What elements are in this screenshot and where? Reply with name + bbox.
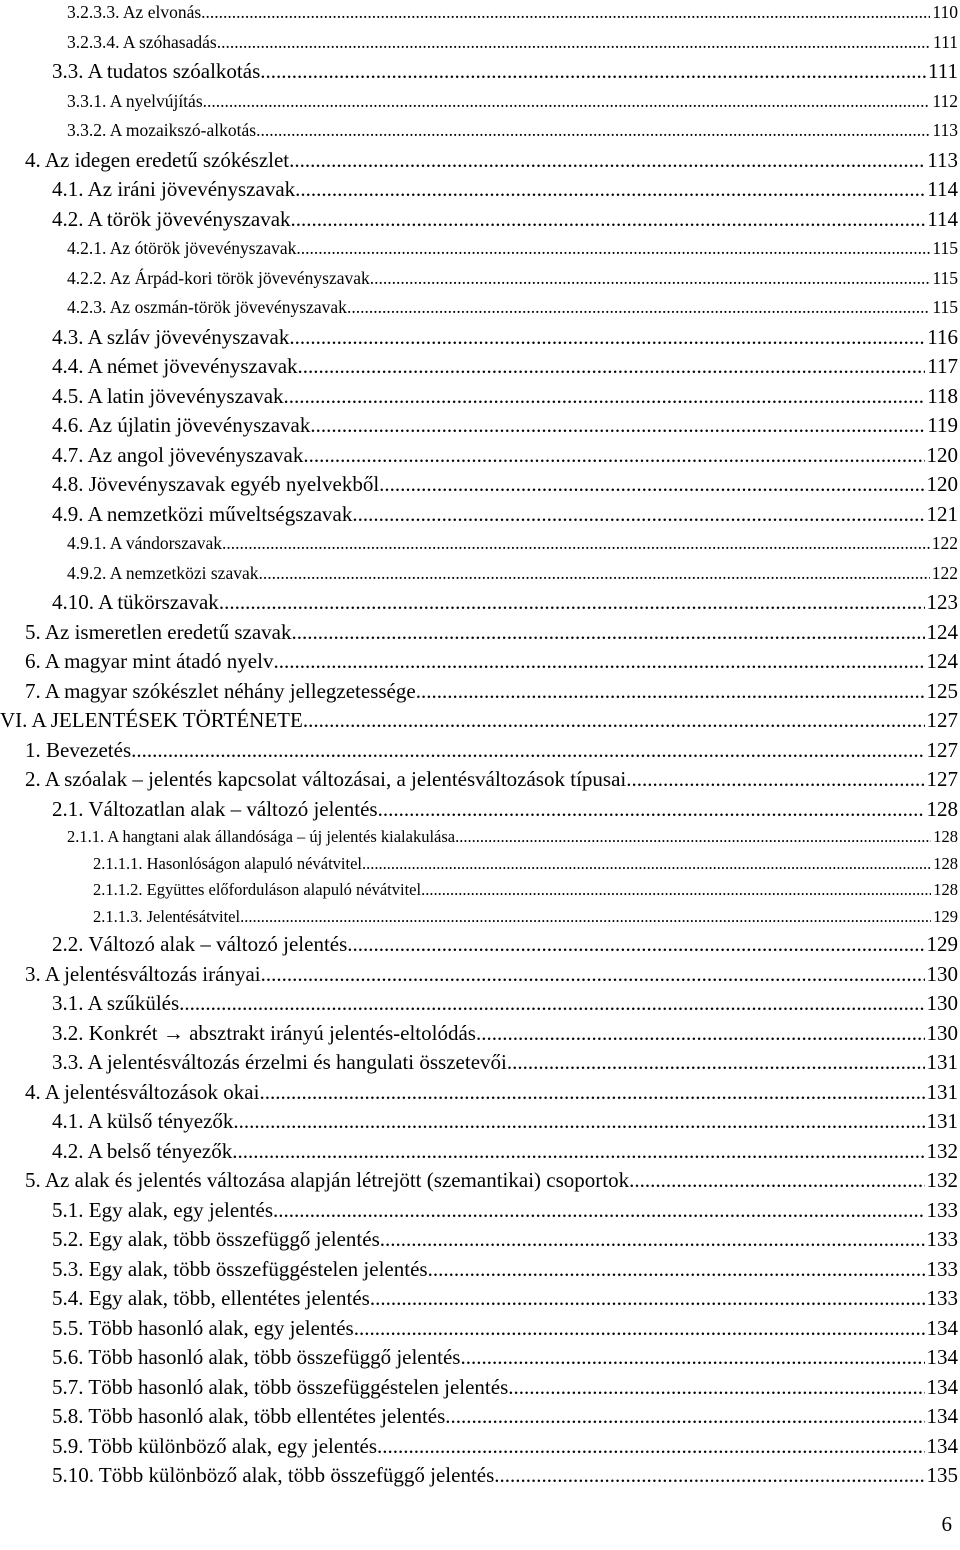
toc-entry[interactable] <box>0 851 958 878</box>
toc-entry-title: 4.5. A latin jövevényszavak <box>52 383 284 408</box>
toc-leader-dots <box>273 647 924 677</box>
toc-leader-dots <box>260 57 926 87</box>
toc-entry-title: 5. Az alak és jelentés változása alapján létrejött (szemantikai) csoportok <box>25 1168 630 1192</box>
toc-entry-page: 120 <box>926 442 958 467</box>
toc-leader-dots <box>303 441 924 471</box>
toc-entry-title: 5.9. Több különböző alak, egy jelentés <box>52 1433 378 1458</box>
toc-entry-page: 130 <box>926 991 958 1015</box>
toc-leader-dots <box>222 529 930 559</box>
toc-entry-page: 116 <box>927 324 958 349</box>
toc-entry-title: 4.9.1. A vándorszavak <box>67 533 223 553</box>
toc-entry-title: 6. A magyar mint átadó nyelv <box>25 649 274 673</box>
toc-entry-page: 114 <box>927 206 958 231</box>
toc-leader-dots <box>460 1343 924 1373</box>
toc-entry-page: 118 <box>927 383 958 408</box>
toc-entry-title: 2.1. Változatlan alak – változó jelentés <box>52 796 378 821</box>
toc-entry-page: 130 <box>926 1020 958 1045</box>
toc-entry[interactable] <box>0 559 958 589</box>
toc-entry-title: 2.1.1.3. Jelentésátvitel <box>93 906 241 926</box>
toc-entry-title: 3.2.3.3. Az elvonás <box>67 2 202 22</box>
toc-leader-dots <box>240 904 931 931</box>
toc-entry[interactable] <box>0 205 958 235</box>
toc-leader-dots <box>310 411 925 441</box>
toc-entry-title: 5.10. Több különböző alak, több összefüggő jelentés <box>52 1463 495 1487</box>
toc-entry[interactable] <box>0 877 958 904</box>
toc-entry[interactable] <box>0 293 958 323</box>
toc-leader-dots <box>445 1402 924 1432</box>
toc-leader-dots <box>362 851 931 878</box>
toc-entry-title: 2. A szóalak – jelentés kapcsolat változásai, a jelentésváltozások típusai <box>25 767 627 791</box>
toc-leader-dots <box>289 146 925 176</box>
toc-leader-dots <box>295 175 925 205</box>
toc-entry[interactable] <box>0 411 958 441</box>
toc-leader-dots <box>354 1314 925 1344</box>
toc-entry[interactable] <box>0 1166 958 1196</box>
toc-leader-dots <box>259 1078 924 1108</box>
toc-entry-title: 4.6. Az újlatin jövevényszavak <box>52 413 311 437</box>
toc-entry[interactable] <box>0 1137 958 1167</box>
toc-leader-dots <box>378 795 925 825</box>
toc-entry-title: 4. Az idegen eredetű szókészlet <box>25 147 290 172</box>
toc-entry-page: 131 <box>926 1109 958 1133</box>
toc-entry-title: VI. A JELENTÉSEK TÖRTÉNETE <box>0 708 303 732</box>
toc-entry[interactable] <box>0 904 958 931</box>
toc-leader-dots <box>347 930 924 960</box>
toc-entry[interactable] <box>0 1461 958 1491</box>
toc-entry-page: 127 <box>926 767 958 791</box>
toc-entry-title: 5.3. Egy alak, több összefüggéstelen jelentés <box>52 1256 428 1281</box>
toc-entry-title: 4.9. A nemzetközi műveltségszavak <box>52 501 353 526</box>
toc-entry[interactable] <box>0 677 958 707</box>
toc-entry[interactable] <box>0 116 958 146</box>
toc-leader-dots <box>296 234 930 264</box>
toc-leader-dots <box>284 382 926 412</box>
toc-leader-dots <box>629 1166 924 1196</box>
toc-entry-page: 129 <box>933 906 958 926</box>
toc-entry-title: 2.1.1.2. Együttes előforduláson alapuló névátvitel <box>93 880 422 899</box>
toc-entry-title: 4. A jelentésváltozások okai <box>25 1079 260 1104</box>
toc-entry[interactable] <box>0 0 958 28</box>
toc-leader-dots <box>273 1196 924 1226</box>
toc-entry[interactable] <box>0 264 958 294</box>
toc-entry[interactable] <box>0 529 958 559</box>
toc-entry-page: 125 <box>926 678 958 703</box>
toc-entry-page: 112 <box>932 90 958 111</box>
toc-entry-page: 115 <box>932 267 958 288</box>
toc-entry-page: 115 <box>932 297 958 317</box>
toc-entry-page: 135 <box>926 1463 958 1487</box>
toc-entry-page: 127 <box>926 708 958 732</box>
toc-entry-page: 113 <box>932 120 958 140</box>
toc-leader-dots <box>380 1225 925 1255</box>
toc-entry-title: 4.2. A belső tényezők <box>52 1138 233 1163</box>
toc-entry-page: 122 <box>931 562 958 583</box>
toc-entry-title: 4.2.2. Az Árpád-kori török jövevényszavak <box>67 267 370 288</box>
toc-leader-dots <box>233 1107 924 1137</box>
toc-entry-page: 130 <box>926 961 958 986</box>
toc-entry[interactable] <box>0 323 958 353</box>
toc-entry-page: 110 <box>932 2 958 22</box>
toc-leader-dots <box>291 205 926 235</box>
toc-entry-page: 128 <box>926 796 958 821</box>
toc-leader-dots <box>289 323 925 353</box>
toc-entry-title: 3.3.1. A nyelvújítás <box>67 90 203 111</box>
toc-entry-title: 4.2.3. Az oszmán-török jövevényszavak <box>67 297 347 317</box>
toc-entry[interactable] <box>0 736 958 766</box>
toc-entry-title: 4.2.1. Az ótörök jövevényszavak <box>67 238 297 258</box>
toc-entry-page: 133 <box>926 1286 958 1310</box>
toc-entry-title: 2.2. Változó alak – változó jelentés <box>52 932 348 956</box>
toc-entry[interactable] <box>0 57 958 87</box>
toc-entry[interactable] <box>0 960 958 990</box>
toc-leader-dots <box>370 1284 925 1314</box>
toc-entry[interactable] <box>0 765 958 795</box>
toc-entry[interactable] <box>0 1314 958 1344</box>
toc-entry-title: 4.9.2. A nemzetközi szavak <box>67 562 259 583</box>
toc-entry-title: 4.7. Az angol jövevényszavak <box>52 442 304 467</box>
toc-entry-page: 124 <box>926 649 958 673</box>
toc-entry-title: 2.1.1. A hangtani alak állandósága – új jelentés kialakulása <box>67 827 456 846</box>
toc-leader-dots <box>352 500 924 530</box>
page-number: 6 <box>941 1512 952 1536</box>
toc-leader-dots <box>219 588 925 618</box>
toc-entry[interactable] <box>0 1107 958 1137</box>
toc-leader-dots <box>347 293 930 323</box>
toc-entry[interactable] <box>0 1048 958 1078</box>
toc-entry-page: 131 <box>926 1050 958 1074</box>
toc-entry[interactable] <box>0 500 958 530</box>
toc-entry-title: 5.7. Több hasonló alak, több összefüggéstelen jelentés <box>52 1374 509 1399</box>
toc-entry-title: 5.6. Több hasonló alak, több összefüggő jelentés <box>52 1345 461 1369</box>
toc-entry[interactable] <box>0 352 958 382</box>
toc-entry-page: 129 <box>926 932 958 956</box>
toc-leader-dots <box>201 0 930 28</box>
toc-entry-title: 5.2. Egy alak, több összefüggő jelentés <box>52 1227 380 1251</box>
toc-entry-title: 2.1.1.1. Hasonlóságon alapuló névátvitel <box>93 853 362 873</box>
toc-entry[interactable] <box>0 989 958 1019</box>
toc-entry-page: 134 <box>926 1374 958 1399</box>
toc-entry[interactable] <box>0 647 958 677</box>
toc-leader-dots <box>428 1255 925 1285</box>
toc-leader-dots <box>203 87 931 117</box>
toc-leader-dots <box>179 989 924 1019</box>
toc-entry[interactable] <box>0 1343 958 1373</box>
toc-entry-page: 113 <box>927 147 958 172</box>
toc-entry[interactable] <box>0 1225 958 1255</box>
toc-entry-page: 127 <box>926 737 958 762</box>
toc-entry-title: 1. Bevezetés <box>25 737 132 762</box>
toc-leader-dots <box>508 1373 924 1403</box>
toc-entry-page: 111 <box>933 31 958 52</box>
toc-entry-title: 3.1. A szűkülés <box>52 991 180 1015</box>
toc-entry[interactable] <box>0 1078 958 1108</box>
toc-entry[interactable] <box>0 1373 958 1403</box>
toc-entry-page: 111 <box>928 59 958 83</box>
toc-entry-title: 3.2. Konkrét → absztrakt irányú jelentés-eltolódás <box>52 1020 476 1045</box>
toc-leader-dots <box>455 824 931 851</box>
toc-leader-dots <box>416 677 925 707</box>
toc-leader-dots <box>217 28 931 58</box>
toc-entry[interactable] <box>0 795 958 825</box>
toc-entry[interactable] <box>0 706 958 736</box>
toc-entry-page: 122 <box>931 533 958 553</box>
toc-entry-page: 114 <box>927 177 958 201</box>
toc-leader-dots <box>291 618 924 648</box>
toc-entry-page: 134 <box>926 1404 958 1428</box>
toc-entry-title: 3.3. A tudatos szóalkotás <box>52 59 261 83</box>
toc-entry[interactable] <box>0 382 958 412</box>
toc-entry[interactable] <box>0 1402 958 1432</box>
toc-entry-page: 134 <box>926 1433 958 1458</box>
toc-entry-page: 133 <box>926 1227 958 1251</box>
toc-entry[interactable] <box>0 1196 958 1226</box>
toc-entry[interactable] <box>0 1019 958 1049</box>
toc-entry-title: 3.3.2. A mozaikszó-alkotás <box>67 120 257 140</box>
toc-entry-page: 117 <box>927 354 958 378</box>
toc-entry[interactable] <box>0 175 958 205</box>
toc-entry-title: 4.4. A német jövevényszavak <box>52 354 298 378</box>
toc-entry-title: 4.1. A külső tényezők <box>52 1109 234 1133</box>
toc-entry-title: 7. A magyar szókészlet néhány jellegzetessége <box>25 678 416 703</box>
toc-entry-page: 115 <box>932 238 958 258</box>
toc-entry-title: 4.1. Az iráni jövevényszavak <box>52 177 296 201</box>
toc-leader-dots <box>298 352 926 382</box>
toc-entry[interactable] <box>0 824 958 851</box>
toc-entry-page: 132 <box>926 1138 958 1163</box>
toc-leader-dots <box>303 706 925 736</box>
toc-entry[interactable] <box>0 1432 958 1462</box>
toc-entry-title: 4.2. A török jövevényszavak <box>52 206 291 231</box>
toc-entry[interactable] <box>0 588 958 618</box>
toc-entry[interactable] <box>0 1255 958 1285</box>
toc-entry-page: 119 <box>927 413 958 437</box>
toc-entry-page: 134 <box>926 1345 958 1369</box>
toc-entry-page: 133 <box>926 1256 958 1281</box>
toc-leader-dots <box>131 736 924 766</box>
toc-entry-title: 4.3. A szláv jövevényszavak <box>52 324 290 349</box>
toc-entry-title: 4.8. Jövevényszavak egyéb nyelvekből <box>52 472 380 496</box>
toc-entry[interactable] <box>0 930 958 960</box>
toc-entry-page: 128 <box>933 880 958 899</box>
toc-entry[interactable] <box>0 146 958 176</box>
toc-entry[interactable] <box>0 87 958 117</box>
toc-entry-page: 120 <box>926 472 958 496</box>
toc-entry-title: 5.1. Egy alak, egy jelentés <box>52 1197 274 1222</box>
toc-leader-dots <box>232 1137 924 1167</box>
toc-entry-title: 5.5. Több hasonló alak, egy jelentés <box>52 1315 354 1340</box>
toc-entry-title: 5. Az ismeretlen eredetű szavak <box>25 619 292 644</box>
toc-entry[interactable] <box>0 1284 958 1314</box>
toc-entry[interactable] <box>0 441 958 471</box>
toc-leader-dots <box>377 1432 924 1462</box>
toc-entry-title: 5.4. Egy alak, több, ellentétes jelentés <box>52 1286 370 1310</box>
toc-leader-dots <box>494 1461 924 1491</box>
toc-leader-dots <box>379 470 924 500</box>
toc-leader-dots <box>261 960 925 990</box>
toc-entry-title: 3. A jelentésváltozás irányai <box>25 961 261 986</box>
toc-entry-page: 121 <box>926 501 958 526</box>
toc-entry[interactable] <box>0 470 958 500</box>
toc-entry-page: 134 <box>926 1315 958 1340</box>
toc-leader-dots <box>421 877 931 904</box>
toc-leader-dots <box>626 765 924 795</box>
toc-entry[interactable] <box>0 28 958 58</box>
toc-entry-page: 128 <box>933 853 958 873</box>
toc-leader-dots <box>370 264 931 294</box>
toc-leader-dots <box>258 559 929 589</box>
toc-entry[interactable] <box>0 618 958 648</box>
toc-leader-dots <box>256 116 930 146</box>
toc-leader-dots <box>507 1048 925 1078</box>
toc-entry[interactable] <box>0 234 958 264</box>
toc-entry-title: 3.3. A jelentésváltozás érzelmi és hangulati összetevői <box>52 1050 507 1074</box>
toc-entry-page: 128 <box>933 827 958 846</box>
toc-entry-title: 4.10. A tükörszavak <box>52 590 219 614</box>
toc-entry-page: 123 <box>926 590 958 614</box>
toc-entry-page: 124 <box>926 619 958 644</box>
toc-entry-title: 5.8. Több hasonló alak, több ellentétes jelentés <box>52 1404 446 1428</box>
toc-leader-dots <box>476 1019 925 1049</box>
toc-entry-page: 131 <box>926 1079 958 1104</box>
toc-entry-title: 3.2.3.4. A szóhasadás <box>67 31 217 52</box>
toc-entry-page: 133 <box>926 1197 958 1222</box>
toc-entry-page: 132 <box>926 1168 958 1192</box>
